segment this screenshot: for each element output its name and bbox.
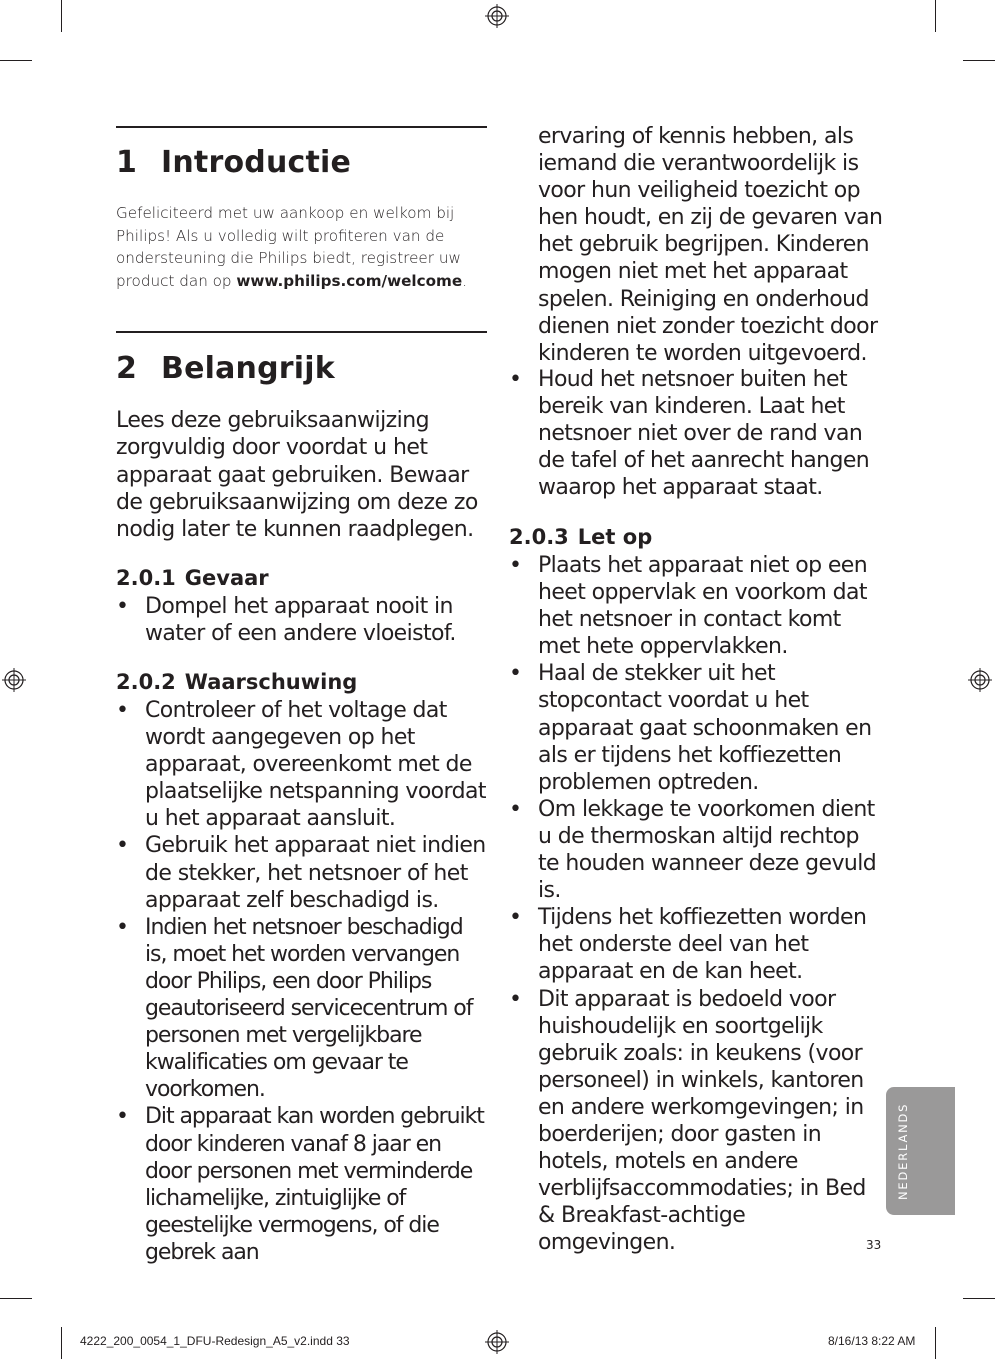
bullet: • — [116, 1104, 128, 1130]
bullet: • — [509, 661, 522, 687]
list-item-text: Dit apparaat kan worden gebruikt door kinderen vanaf 8 jaar en door personen met verminderde lichamelijke, zintuiglijke of geestelijke vermogens, of die gebrek aan — [145, 1104, 484, 1265]
list-item-text: Controleer of het voltage dat wordt aangegeven op het apparaat, overeenkomt met de plaatselijke netspanning voordat u het apparaat aansluit. — [145, 698, 486, 832]
waarschuwing-heading — [116, 670, 357, 694]
bullet: • — [509, 553, 522, 578]
list-item-text: Houd het netsnoer buiten het bereik van kinderen. Laat het netsnoer niet over de rand van de tafel of het aanrecht hangen waarop het apparaat staat. — [538, 367, 870, 501]
intro-paragraph — [116, 202, 488, 292]
waarschuwing-list-continued — [509, 366, 885, 501]
letop-number: 2.0.3 — [509, 525, 569, 549]
list-item-text: Om lekkage te voorkomen dient u de thermoskan altijd rechtop te houden wanneer deze gevuld is. — [538, 796, 877, 904]
list-item — [509, 986, 885, 1257]
bullet: • — [509, 367, 522, 392]
crop-mark — [963, 1298, 995, 1299]
section-2-title: Belangrijk — [161, 351, 335, 386]
registration-mark-icon — [485, 4, 509, 28]
bullet: • — [509, 905, 522, 931]
registration-mark-icon — [2, 668, 26, 692]
bullet: • — [116, 833, 129, 859]
intro-text: Gefeliciteerd met uw aankoop en welkom bij Philips! Als u volledig wilt profiteren van de ondersteuning die Philips biedt, registreer uw product dan op — [116, 204, 461, 290]
list-item — [509, 660, 885, 795]
list-item — [509, 796, 885, 904]
list-item — [509, 366, 885, 501]
crop-mark — [963, 60, 995, 61]
language-tab-label: NEDERLANDS — [896, 1102, 910, 1200]
section-1-heading — [116, 145, 351, 180]
gevaar-list — [116, 593, 488, 647]
slug-file: 4222_200_0054_1_DFU-Redesign_A5_v2.indd 33 — [80, 1334, 350, 1348]
crop-mark — [61, 0, 62, 32]
bullet: • — [116, 594, 129, 619]
list-item — [509, 552, 885, 660]
bullet: • — [509, 986, 522, 1012]
list-item-text: Haal de stekker uit het stopcontact voordat u het apparaat gaat schoonmaken en als er tijdens het koffiezetten problemen optreden. — [538, 661, 872, 795]
registration-mark-icon — [968, 668, 992, 692]
letop-heading — [509, 525, 652, 549]
list-item-text: Dompel het apparaat nooit in water of een andere vloeistof. — [145, 594, 456, 647]
crop-mark — [61, 1327, 62, 1359]
waarschuwing-title: Waarschuwing — [184, 670, 358, 694]
gevaar-number: 2.0.1 — [116, 566, 176, 590]
list-item — [116, 1103, 488, 1266]
waarschuwing-list — [116, 697, 488, 1266]
section-2-intro: Lees deze gebruiksaanwijzing zorgvuldig door voordat u het apparaat gaat gebruiken. Bewaar de gebruiksaanwijzing om deze zo nodig later te kunnen raadplegen. — [116, 408, 478, 543]
intro-text-end: . — [462, 271, 468, 290]
letop-list — [509, 552, 885, 1256]
crop-mark — [0, 1298, 32, 1299]
waarschuwing-continuation: ervaring of kennis hebben, als iemand die verantwoordelijk is voor hun veiligheid toezicht op hen houdt, en zij de gevaren van het gebruik begrijpen. Kinderen mogen niet met het apparaat spelen. Reiniging en onderhoud dienen niet zonder toezicht door kinderen te worden uitgevoerd. — [538, 124, 883, 366]
crop-mark — [935, 1327, 936, 1359]
registration-mark-icon — [485, 1330, 509, 1354]
letop-title: Let op — [577, 525, 653, 549]
page-number: 33 — [866, 1238, 882, 1252]
crop-mark — [935, 0, 936, 32]
gevaar-title: Gevaar — [184, 566, 269, 590]
list-item-text: Gebruik het apparaat niet indien de stekker, het netsnoer of het apparaat zelf beschadigd is. — [145, 833, 486, 913]
list-item — [116, 832, 488, 913]
section-2-number: 2 — [116, 351, 138, 386]
section-1-number: 1 — [116, 145, 138, 180]
section-1-title: Introductie — [161, 145, 352, 180]
list-item — [116, 914, 488, 1104]
list-item-text: Plaats het apparaat niet op een heet oppervlak en voorkom dat het netsnoer in contact komt met hete oppervlakken. — [538, 553, 868, 660]
bullet: • — [116, 698, 129, 723]
list-item — [116, 593, 488, 647]
list-item-text: Indien het netsnoer beschadigd is, moet het worden vervangen door Philips, een door Philips geautoriseerd servicecentrum of personen met vergelijkbare kwalificaties om gevaar te voorkomen. — [145, 914, 473, 1103]
section-2-heading — [116, 351, 335, 386]
waarschuwing-number: 2.0.2 — [116, 670, 176, 694]
welcome-url: www.philips.com/welcome — [236, 271, 463, 290]
bullet: • — [509, 796, 522, 822]
list-item-text: Dit apparaat is bedoeld voor huishoudelijk en soortgelijk gebruik zoals: in keukens (voor personeel) in winkels, kantoren en andere werkomgevingen; in boerderijen; door gasten in hotels, motels en andere verblijfsaccommodaties; in Bed & Breakfast-achtige omgevingen. — [538, 986, 866, 1256]
gevaar-heading — [116, 566, 269, 590]
list-item — [509, 904, 885, 985]
section-rule — [116, 331, 487, 333]
section-rule — [116, 126, 487, 128]
slug-date: 8/16/13 8:22 AM — [828, 1334, 916, 1348]
crop-mark — [0, 60, 32, 61]
list-item — [116, 697, 488, 832]
list-item-text: Tijdens het koffiezetten worden het onderste deel van het apparaat en de kan heet. — [538, 905, 867, 985]
bullet: • — [116, 914, 128, 940]
